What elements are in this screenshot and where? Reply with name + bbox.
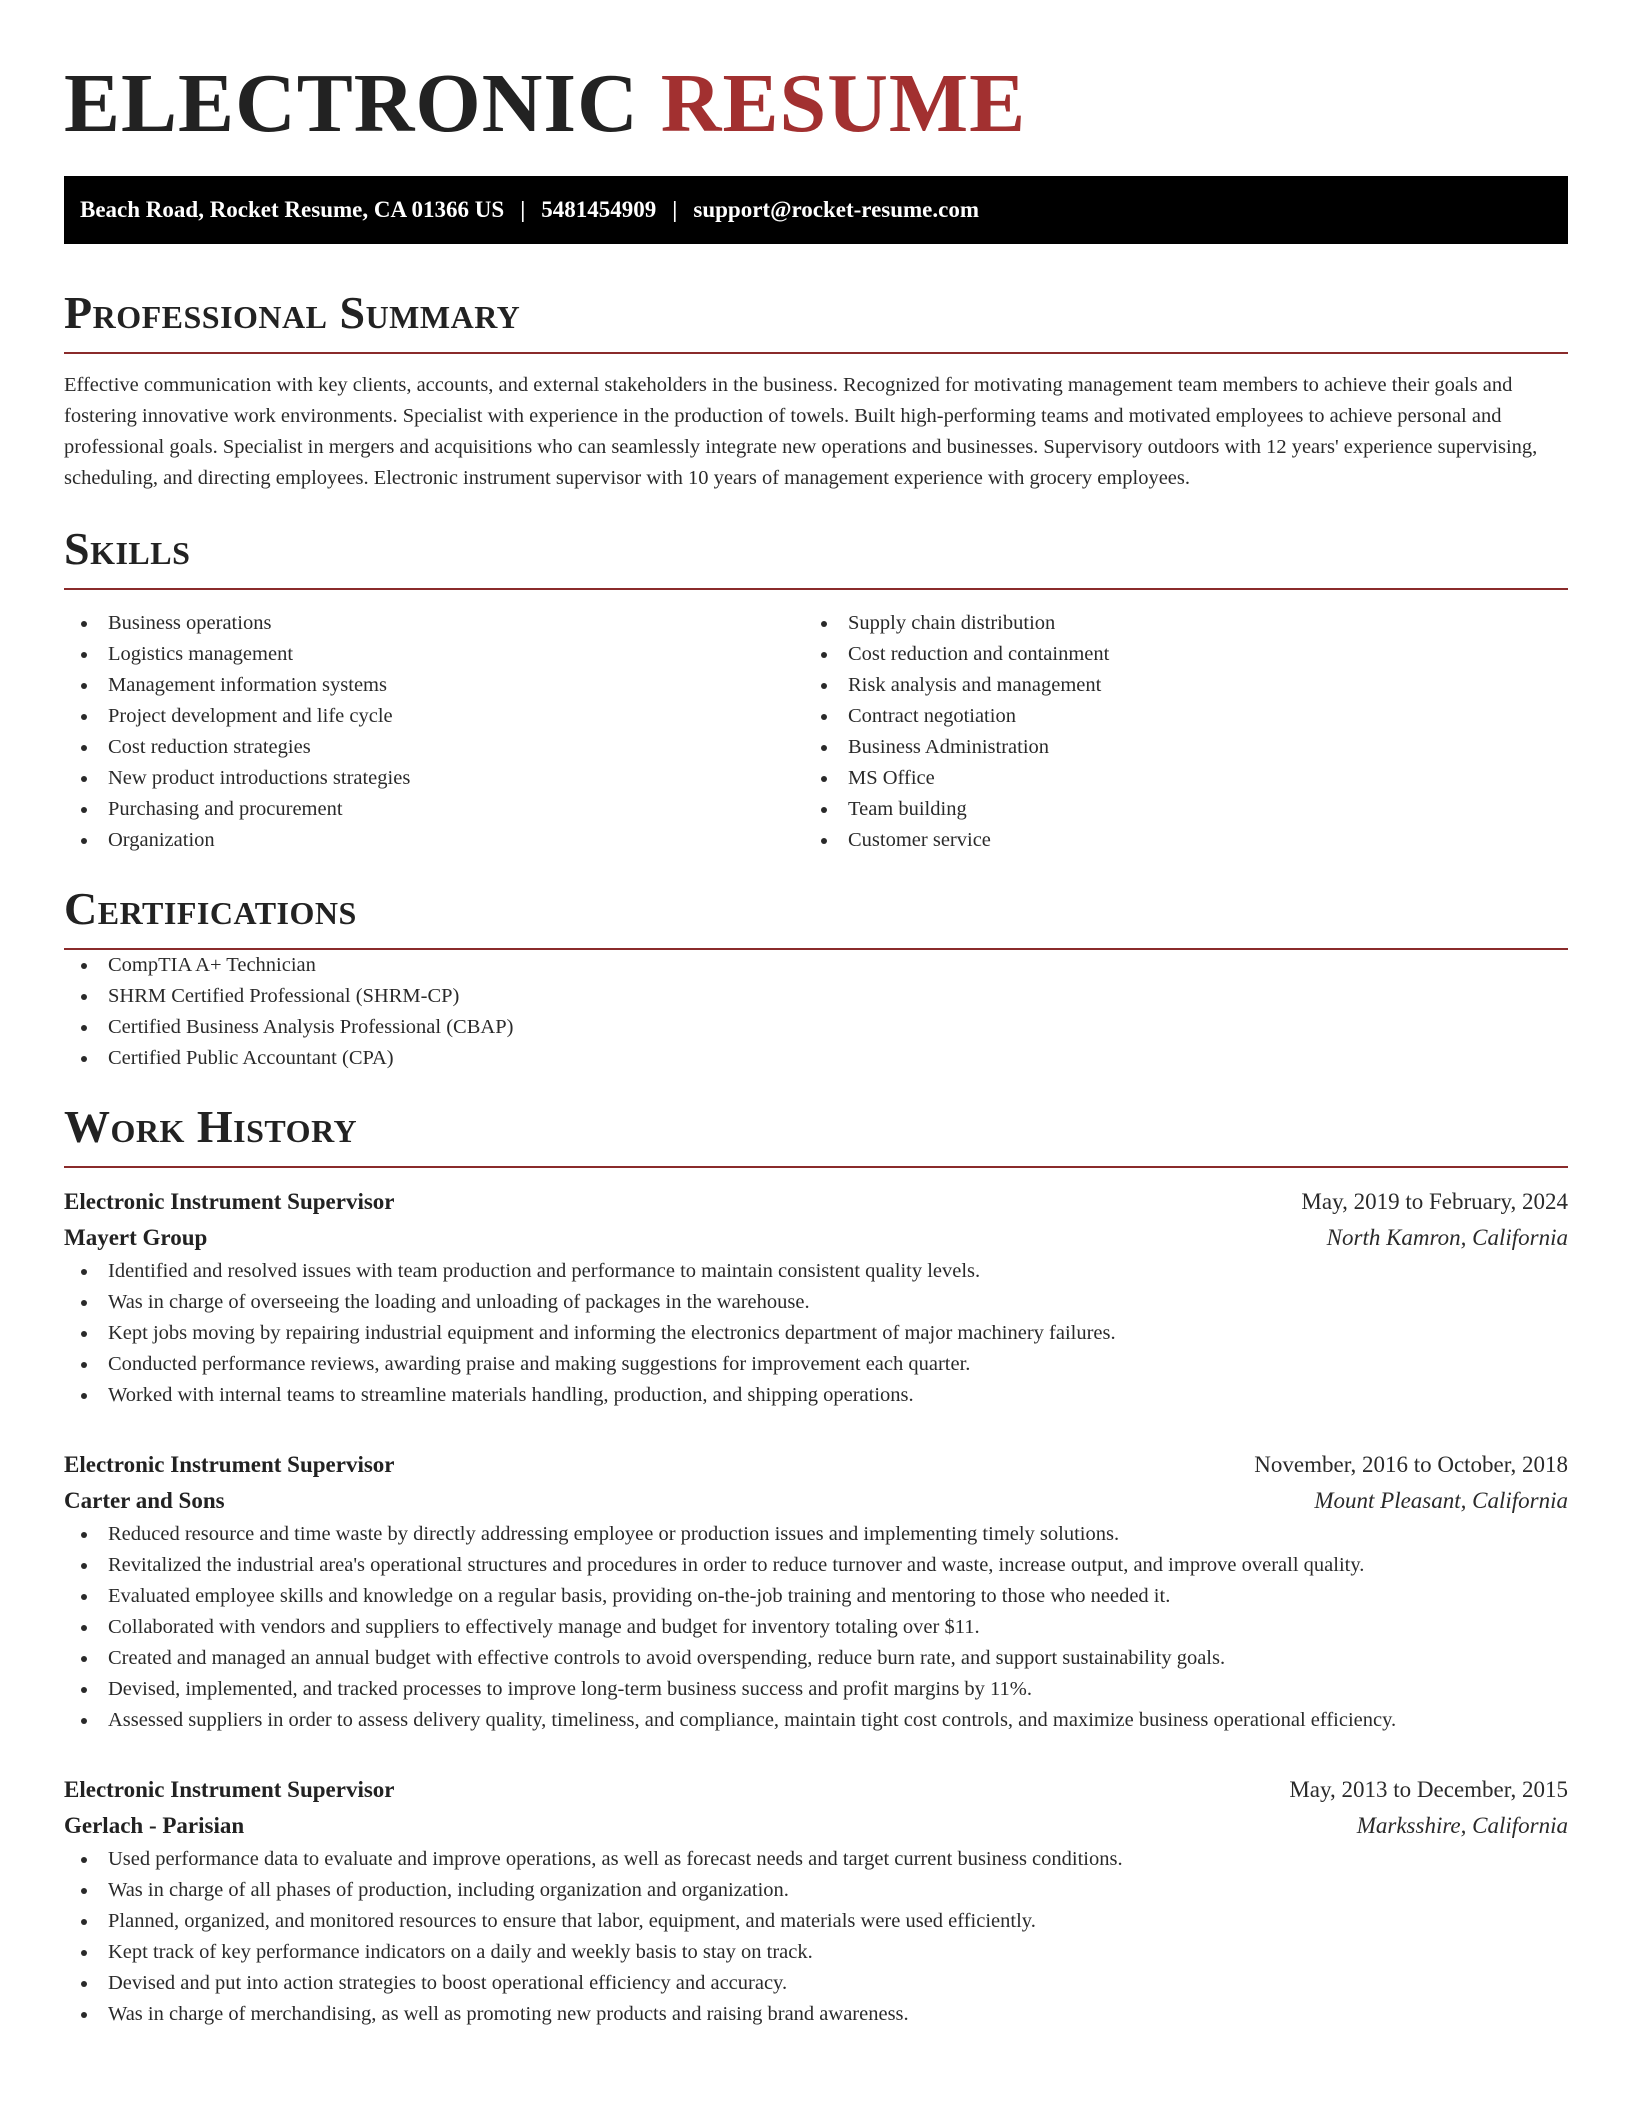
job-duties-list xyxy=(64,1519,1568,1736)
job-title: Electronic Instrument Supervisor xyxy=(64,1189,395,1214)
certification-item: CompTIA A+ Technician xyxy=(64,950,1568,981)
skills-list-right xyxy=(804,608,1544,856)
job-entry xyxy=(64,1184,1568,1411)
skill-item: Logistics management xyxy=(64,639,804,670)
skill-item: Risk analysis and management xyxy=(804,670,1544,701)
job-duty-item: Devised and put into action strategies to boost operational efficiency and accuracy. xyxy=(64,1968,1568,1999)
job-duty-item: Created and managed an annual budget with effective controls to avoid overspending, reduce burn rate, and support sustainability goals. xyxy=(64,1643,1568,1674)
skill-item: Project development and life cycle xyxy=(64,701,804,732)
section-title-work-history: Work History xyxy=(64,1101,358,1152)
skill-item: Purchasing and procurement xyxy=(64,794,804,825)
summary-text: Effective communication with key clients, accounts, and external stakeholders in the business. Recognized for motivating management team members to achieve their goals and fostering innovative work environments. Specialist with experience in the production of towels. Built high-performing teams and motivated employees to achieve personal and professional goals. Specialist in mergers and acquisitions who can seamlessly integrate new operations and businesses. Supervisory outdoors with 12 years' experience supervising, scheduling, and directing employees. Electronic instrument supervisor with 10 years of management experience with grocery employees. xyxy=(64,374,1538,489)
job-duty-item: Was in charge of merchandising, as well as promoting new products and raising brand awareness. xyxy=(64,1999,1568,2030)
section-divider xyxy=(64,352,1568,354)
job-duty-item: Was in charge of all phases of production, including organization and organization. xyxy=(64,1875,1568,1906)
job-company: Mayert Group xyxy=(64,1225,208,1250)
contact-phone: 5481454909 xyxy=(541,197,657,222)
skill-item: Team building xyxy=(804,794,1544,825)
skills-list-left xyxy=(64,608,804,856)
job-company: Gerlach - Parisian xyxy=(64,1813,245,1838)
contact-bar xyxy=(64,176,1568,244)
job-company: Carter and Sons xyxy=(64,1488,225,1513)
job-duty-item: Conducted performance reviews, awarding praise and making suggestions for improvement each quarter. xyxy=(64,1349,1568,1380)
job-duty-item: Collaborated with vendors and suppliers to effectively manage and budget for inventory totaling over $11. xyxy=(64,1612,1568,1643)
job-duty-item: Devised, implemented, and tracked processes to improve long-term business success and profit margins by 11%. xyxy=(64,1674,1568,1705)
last-name: RESUME xyxy=(660,57,1027,150)
skill-item: Business Administration xyxy=(804,732,1544,763)
skills-grid xyxy=(64,608,1568,856)
section-title-certifications: Certifications xyxy=(64,883,357,934)
job-header-row xyxy=(64,1184,1568,1220)
skill-item: Cost reduction strategies xyxy=(64,732,804,763)
certification-item: Certified Business Analysis Professional (CBAP) xyxy=(64,1012,1568,1043)
section-divider xyxy=(64,588,1568,590)
job-duties-list xyxy=(64,1844,1568,2030)
contact-address: Beach Road, Rocket Resume, CA 01366 US xyxy=(80,197,505,222)
contact-email[interactable]: support@rocket-resume.com xyxy=(693,197,980,222)
certifications-list xyxy=(64,950,1568,1074)
job-duty-item: Was in charge of overseeing the loading and unloading of packages in the warehouse. xyxy=(64,1287,1568,1318)
job-entry xyxy=(64,1772,1568,2030)
skill-item: Contract negotiation xyxy=(804,701,1544,732)
job-duty-item: Planned, organized, and monitored resources to ensure that labor, equipment, and materials were used efficiently. xyxy=(64,1906,1568,1937)
job-header-row xyxy=(64,1447,1568,1483)
job-location: Mount Pleasant, California xyxy=(1314,1488,1568,1513)
job-title: Electronic Instrument Supervisor xyxy=(64,1452,395,1477)
job-dates: May, 2013 to December, 2015 xyxy=(1289,1777,1568,1802)
job-entry xyxy=(64,1447,1568,1736)
section-title-skills: Skills xyxy=(64,523,191,574)
skill-item: Organization xyxy=(64,825,804,856)
job-duty-item: Assessed suppliers in order to assess delivery quality, timeliness, and compliance, maintain tight cost controls, and maximize business operational efficiency. xyxy=(64,1705,1568,1736)
job-dates: November, 2016 to October, 2018 xyxy=(1254,1452,1568,1477)
certification-item: Certified Public Accountant (CPA) xyxy=(64,1043,1568,1074)
contact-separator: | xyxy=(672,197,678,222)
job-duty-item: Worked with internal teams to streamline materials handling, production, and shipping operations. xyxy=(64,1380,1568,1411)
section-title-summary: Professional Summary xyxy=(64,287,521,338)
skill-item: Customer service xyxy=(804,825,1544,856)
job-duties-list xyxy=(64,1256,1568,1411)
skill-item: MS Office xyxy=(804,763,1544,794)
skill-item: Business operations xyxy=(64,608,804,639)
section-divider xyxy=(64,1166,1568,1168)
skill-item: New product introductions strategies xyxy=(64,763,804,794)
job-company-row xyxy=(64,1220,1568,1256)
skill-item: Management information systems xyxy=(64,670,804,701)
first-name: ELECTRONIC xyxy=(64,57,639,150)
contact-separator: | xyxy=(520,197,526,222)
certification-item: SHRM Certified Professional (SHRM-CP) xyxy=(64,981,1568,1012)
job-duty-item: Revitalized the industrial area's operational structures and procedures in order to reduce turnover and waste, increase output, and improve overall quality. xyxy=(64,1550,1568,1581)
job-duty-item: Kept track of key performance indicators on a daily and weekly basis to stay on track. xyxy=(64,1937,1568,1968)
job-location: North Kamron, California xyxy=(1326,1225,1568,1250)
job-duty-item: Identified and resolved issues with team production and performance to maintain consistent quality levels. xyxy=(64,1256,1568,1287)
job-duty-item: Reduced resource and time waste by directly addressing employee or production issues and implementing timely solutions. xyxy=(64,1519,1568,1550)
job-duty-item: Kept jobs moving by repairing industrial equipment and informing the electronics department of major machinery failures. xyxy=(64,1318,1568,1349)
job-duty-item: Evaluated employee skills and knowledge on a regular basis, providing on-the-job training and mentoring to those who needed it. xyxy=(64,1581,1568,1612)
job-location: Marksshire, California xyxy=(1356,1813,1568,1838)
skill-item: Cost reduction and containment xyxy=(804,639,1544,670)
resume-name xyxy=(64,58,1568,150)
job-company-row xyxy=(64,1483,1568,1519)
job-header-row xyxy=(64,1772,1568,1808)
job-duty-item: Used performance data to evaluate and improve operations, as well as forecast needs and target current business conditions. xyxy=(64,1844,1568,1875)
job-company-row xyxy=(64,1808,1568,1844)
job-title: Electronic Instrument Supervisor xyxy=(64,1777,395,1802)
skill-item: Supply chain distribution xyxy=(804,608,1544,639)
job-dates: May, 2019 to February, 2024 xyxy=(1301,1189,1568,1214)
